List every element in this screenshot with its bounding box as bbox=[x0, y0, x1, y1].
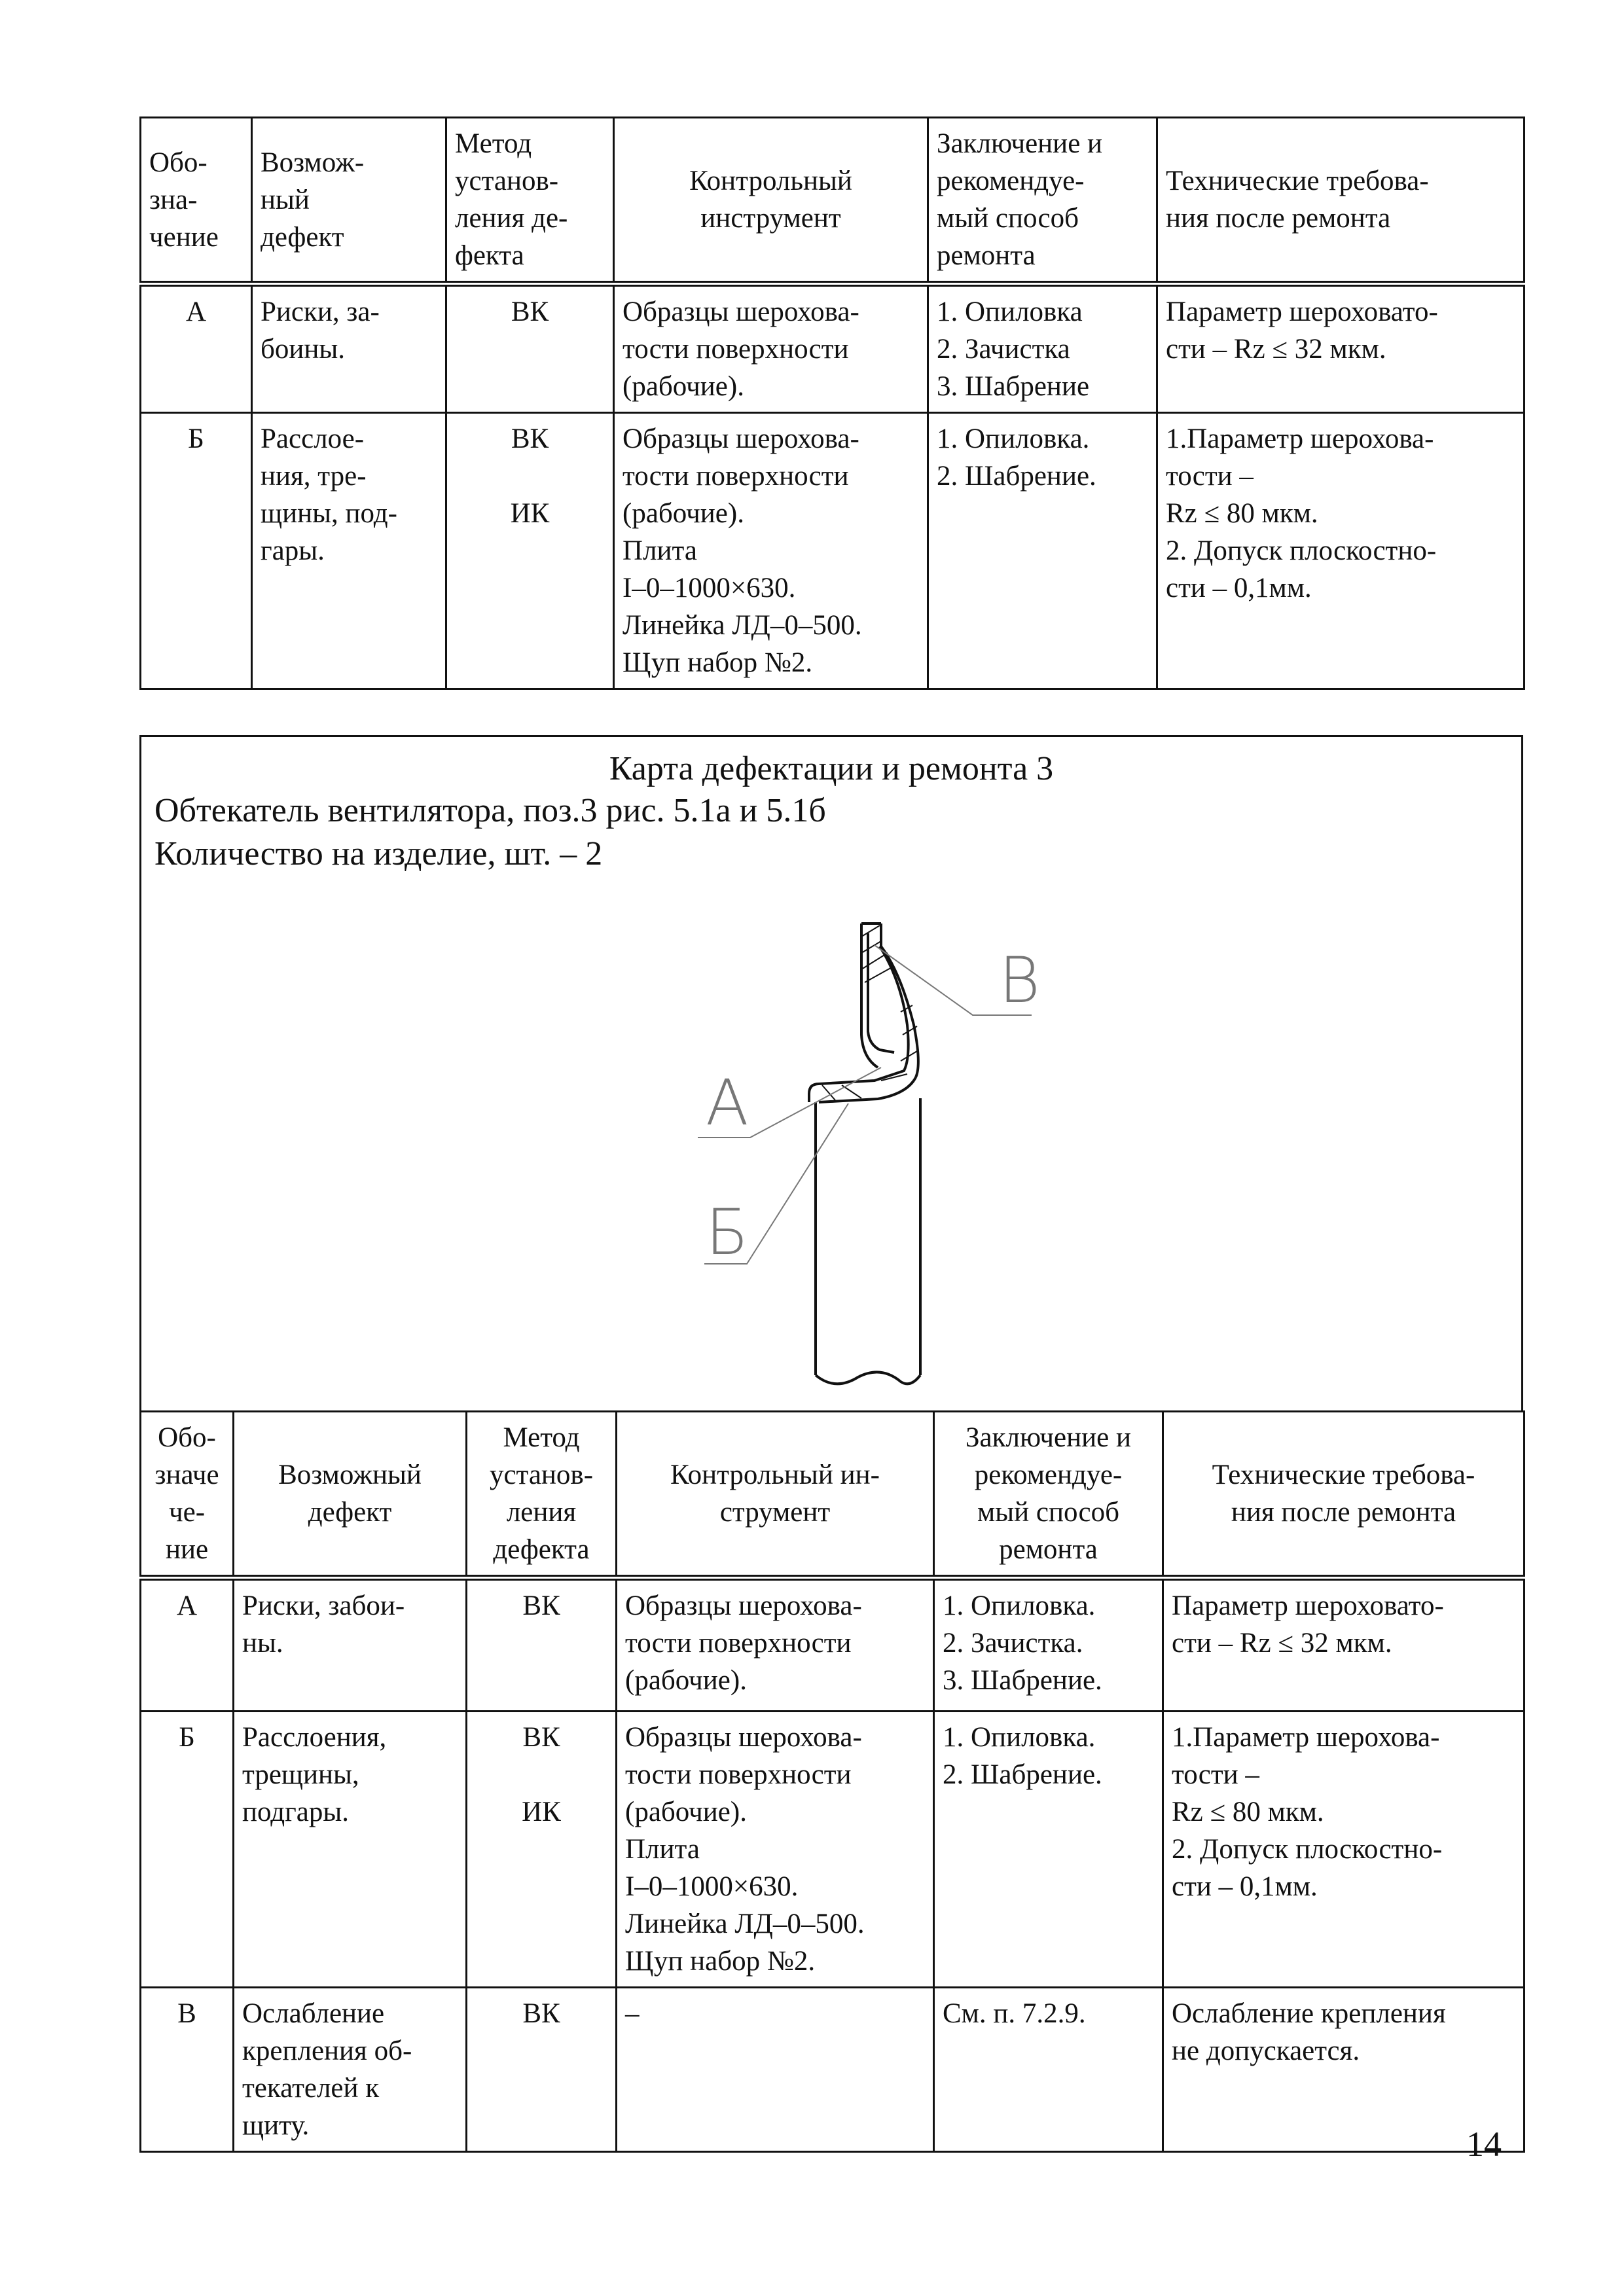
header-requirements: Технические требова- ния после ремонта bbox=[1163, 1412, 1525, 1578]
cell-instrument: Образцы шерохова- тости поверхности (рабочие). Плита I–0–1000×630. Линейка ЛД–0–500. Щуп набор №2. bbox=[614, 413, 928, 689]
cell-requirements: Параметр шероховато- сти – Rz ≤ 32 мкм. bbox=[1163, 1578, 1525, 1712]
defect-table-1 bbox=[139, 117, 1525, 690]
cell-requirements: Параметр шероховато- сти – Rz ≤ 32 мкм. bbox=[1157, 284, 1525, 413]
cell-instrument: Образцы шерохова- тости поверхности (рабочие). bbox=[617, 1578, 934, 1712]
header-requirements: Технические требова- ния после ремонта bbox=[1157, 118, 1525, 284]
card-title: Карта дефектации и ремонта 3 bbox=[609, 750, 1054, 787]
cell-defect: Ослабление крепления об- текателей к щиту. bbox=[234, 1988, 467, 2152]
header-defect: Возмож- ный дефект bbox=[252, 118, 446, 284]
header-defect: Возможный дефект bbox=[234, 1412, 467, 1578]
drawing-label-b: Б bbox=[706, 1196, 749, 1269]
break-line bbox=[816, 1372, 920, 1384]
cell-code: Б bbox=[141, 413, 252, 689]
fairing-profile bbox=[809, 924, 920, 1384]
cell-requirements: 1.Параметр шерохова- тости – Rz ≤ 80 мкм. 2. Допуск плоскостно- сти – 0,1мм. bbox=[1163, 1712, 1525, 1988]
profile-inner-line bbox=[868, 933, 894, 1052]
cell-defect: Расслоения, трещины, подгары. bbox=[234, 1712, 467, 1988]
table-header-row bbox=[141, 118, 1525, 284]
drawing-label-v: В bbox=[999, 944, 1040, 1017]
table-row bbox=[141, 1578, 1525, 1712]
header-designation: Обо- зна- чение bbox=[141, 118, 252, 284]
cell-repair: 1. Опиловка. 2. Шабрение. bbox=[934, 1712, 1163, 1988]
cell-code: А bbox=[141, 1578, 234, 1712]
cell-code: Б bbox=[141, 1712, 234, 1988]
cell-repair: 1. Опиловка 2. Зачистка 3. Шабрение bbox=[928, 284, 1157, 413]
header-instrument: Контрольный инструмент bbox=[614, 118, 928, 284]
drawing-label-a: А bbox=[706, 1066, 749, 1139]
header-repair: Заключение и рекомендуе- мый способ ремонта bbox=[928, 118, 1157, 284]
header-designation: Обо- значе че- ние bbox=[141, 1412, 234, 1578]
cell-defect: Расслое- ния, тре- щины, под- гары. bbox=[252, 413, 446, 689]
cell-code: В bbox=[141, 1988, 234, 2152]
card-quantity: Количество на изделие, шт. – 2 bbox=[154, 835, 603, 872]
cell-instrument: Образцы шерохова- тости поверхности (рабочие). bbox=[614, 284, 928, 413]
cell-method: ВК ИК bbox=[467, 1712, 617, 1988]
header-repair: Заключение и рекомендуе- мый способ ремонта bbox=[934, 1412, 1163, 1578]
header-method: Метод установ- ления де- фекта bbox=[446, 118, 614, 284]
table-row bbox=[141, 1712, 1525, 1988]
cell-instrument: – bbox=[617, 1988, 934, 2152]
cell-defect: Риски, забои- ны. bbox=[234, 1578, 467, 1712]
cell-requirements: 1.Параметр шерохова- тости – Rz ≤ 80 мкм. 2. Допуск плоскостно- сти – 0,1мм. bbox=[1157, 413, 1525, 689]
cell-defect: Риски, за- боины. bbox=[252, 284, 446, 413]
cell-method: ВК bbox=[467, 1988, 617, 2152]
card-part-name: Обтекатель вентилятора, поз.3 рис. 5.1а и 5.1б bbox=[154, 792, 826, 829]
cell-method: ВК ИК bbox=[446, 413, 614, 689]
cell-instrument: Образцы шерохова- тости поверхности (рабочие). Плита I–0–1000×630. Линейка ЛД–0–500. Щуп набор №2. bbox=[617, 1712, 934, 1988]
defect-card bbox=[139, 735, 1523, 1410]
cell-code: А bbox=[141, 284, 252, 413]
cell-requirements: Ослабление крепления не допускается. bbox=[1163, 1988, 1525, 2152]
header-instrument: Контрольный ин- струмент bbox=[617, 1412, 934, 1578]
cell-repair: 1. Опиловка. 2. Шабрение. bbox=[928, 413, 1157, 689]
cell-method: ВК bbox=[467, 1578, 617, 1712]
cell-method: ВК bbox=[446, 284, 614, 413]
header-method: Метод установ- ления дефекта bbox=[467, 1412, 617, 1578]
table-header-row bbox=[141, 1412, 1525, 1578]
table-row bbox=[141, 1988, 1525, 2152]
table-row bbox=[141, 284, 1525, 413]
profile-lip bbox=[809, 1084, 819, 1102]
page-number: 14 bbox=[1466, 2125, 1502, 2164]
defect-table-2 bbox=[139, 1410, 1525, 2153]
cell-repair: 1. Опиловка. 2. Зачистка. 3. Шабрение. bbox=[934, 1578, 1163, 1712]
part-drawing bbox=[141, 737, 1525, 1412]
cell-repair: См. п. 7.2.9. bbox=[934, 1988, 1163, 2152]
table-row bbox=[141, 413, 1525, 689]
